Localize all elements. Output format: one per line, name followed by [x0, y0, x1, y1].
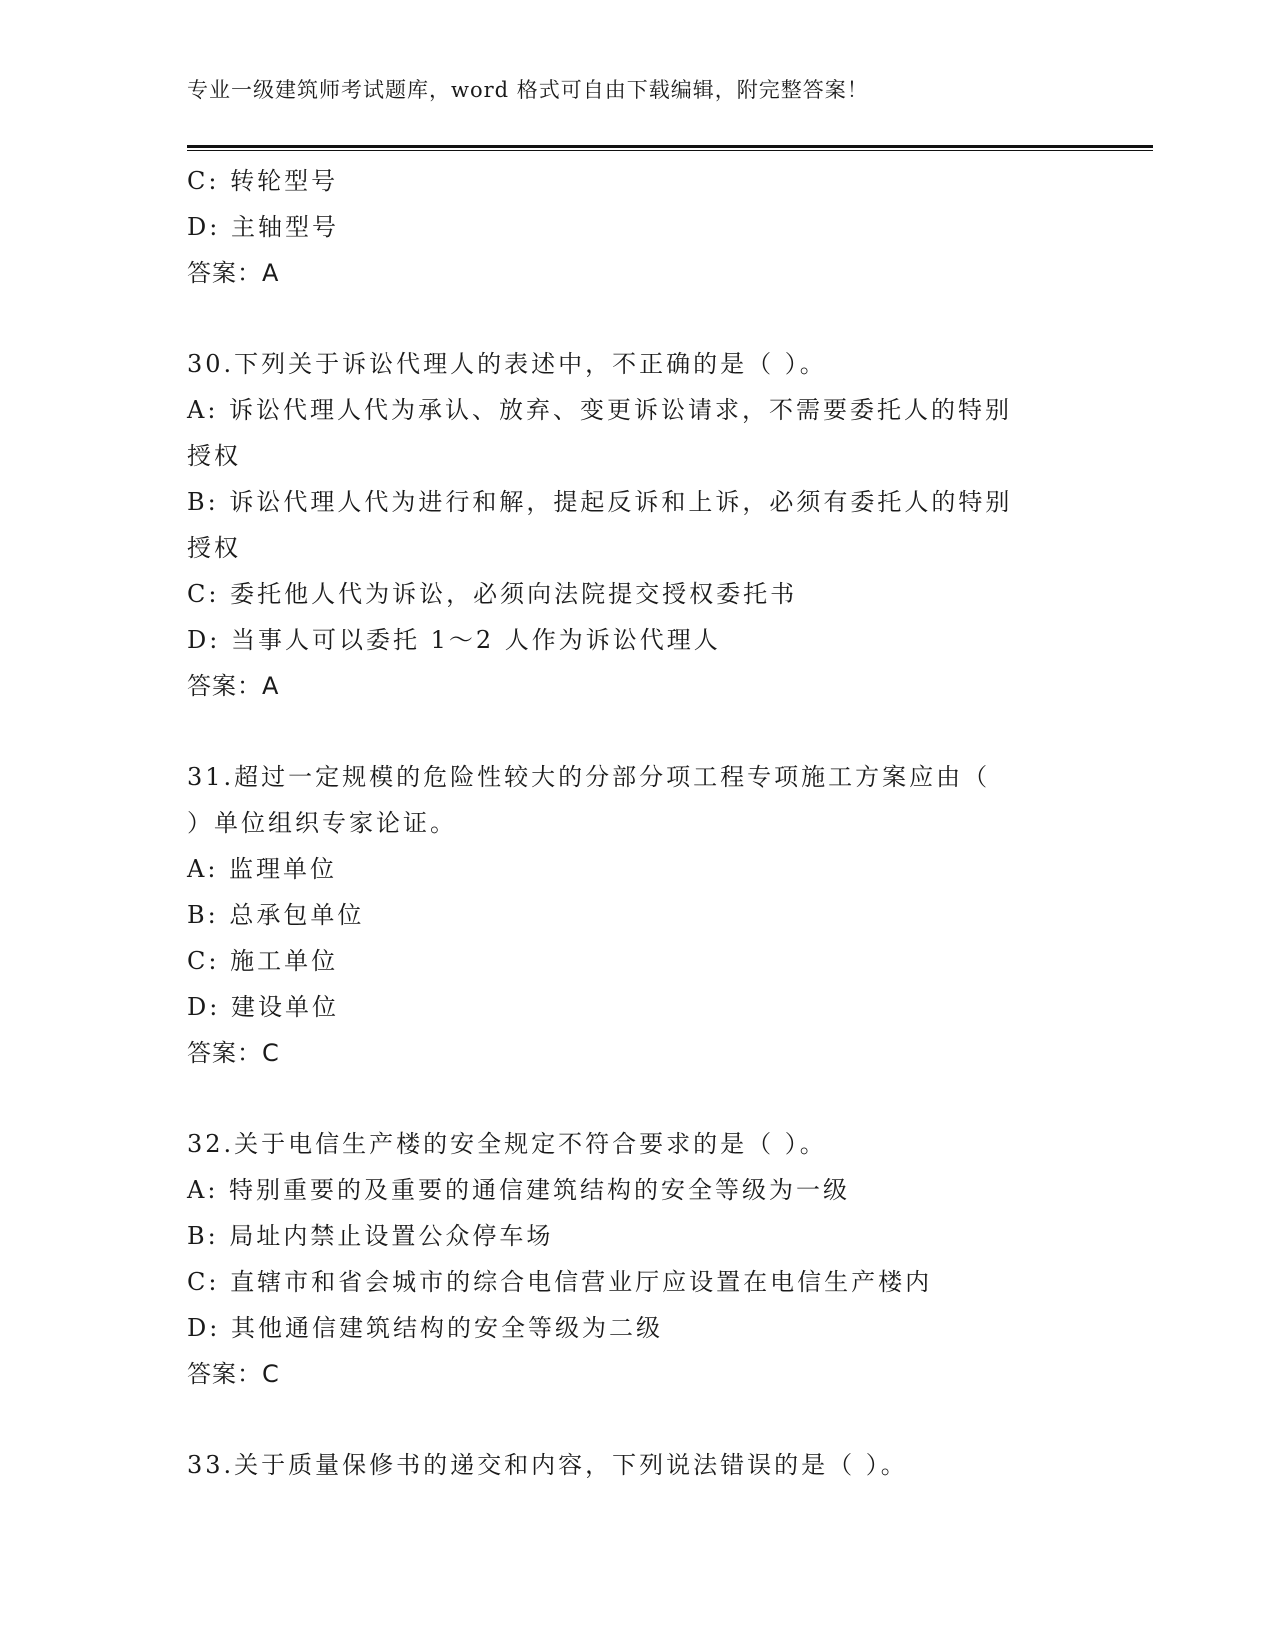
option-c: C: 直辖市和省会城市的综合电信营业厅应设置在电信生产楼内 [187, 1268, 933, 1296]
answer: 答案：C [187, 1360, 280, 1388]
option-c: C: 施工单位 [187, 947, 339, 975]
answer: 答案：A [187, 672, 280, 700]
spacer [187, 296, 1087, 341]
option-b: B: 局址内禁止设置公众停车场 [187, 1222, 554, 1250]
option-d: D: 其他通信建筑结构的安全等级为二级 [187, 1314, 663, 1342]
question-31 [187, 754, 1087, 1076]
question-30 [187, 341, 1087, 709]
option-a: A: 监理单位 [187, 855, 338, 883]
option-a-continued: 授权 [187, 442, 241, 470]
option-d: D: 当事人可以委托 1～2 人作为诉讼代理人 [187, 626, 721, 654]
option-d: D: 主轴型号 [187, 213, 339, 241]
question-stem: 32.关于电信生产楼的安全规定不符合要求的是（ ）。 [187, 1130, 827, 1158]
question-stem: 31.超过一定规模的危险性较大的分部分项工程专项施工方案应由（ [187, 763, 991, 791]
spacer [187, 709, 1087, 754]
option-a: A: 诉讼代理人代为承认、放弃、变更诉讼请求，不需要委托人的特别 [187, 396, 1013, 424]
question-stem: 30.下列关于诉讼代理人的表述中，不正确的是（ ）。 [187, 350, 827, 378]
option-b-continued: 授权 [187, 534, 241, 562]
question-33 [187, 1442, 1087, 1488]
option-a: A: 特别重要的及重要的通信建筑结构的安全等级为一级 [187, 1176, 851, 1204]
option-b: B: 诉讼代理人代为进行和解，提起反诉和上诉，必须有委托人的特别 [187, 488, 1013, 516]
question-29-continuation [187, 158, 1087, 296]
option-c: C: 转轮型号 [187, 167, 339, 195]
header-rule-thin [187, 150, 1153, 151]
header-rule-thick [187, 145, 1153, 148]
answer: 答案：C [187, 1039, 280, 1067]
question-list [187, 158, 1087, 1488]
spacer [187, 1076, 1087, 1121]
question-stem: 33.关于质量保修书的递交和内容，下列说法错误的是（ ）。 [187, 1451, 908, 1479]
page-header: 专业一级建筑师考试题库，word 格式可自由下载编辑，附完整答案！ [187, 78, 869, 102]
question-stem-continued: ）单位组织专家论证。 [187, 809, 457, 837]
question-32 [187, 1121, 1087, 1397]
answer: 答案：A [187, 259, 280, 287]
spacer [187, 1397, 1087, 1442]
option-d: D: 建设单位 [187, 993, 339, 1021]
option-b: B: 总承包单位 [187, 901, 365, 929]
option-c: C: 委托他人代为诉讼，必须向法院提交授权委托书 [187, 580, 798, 608]
